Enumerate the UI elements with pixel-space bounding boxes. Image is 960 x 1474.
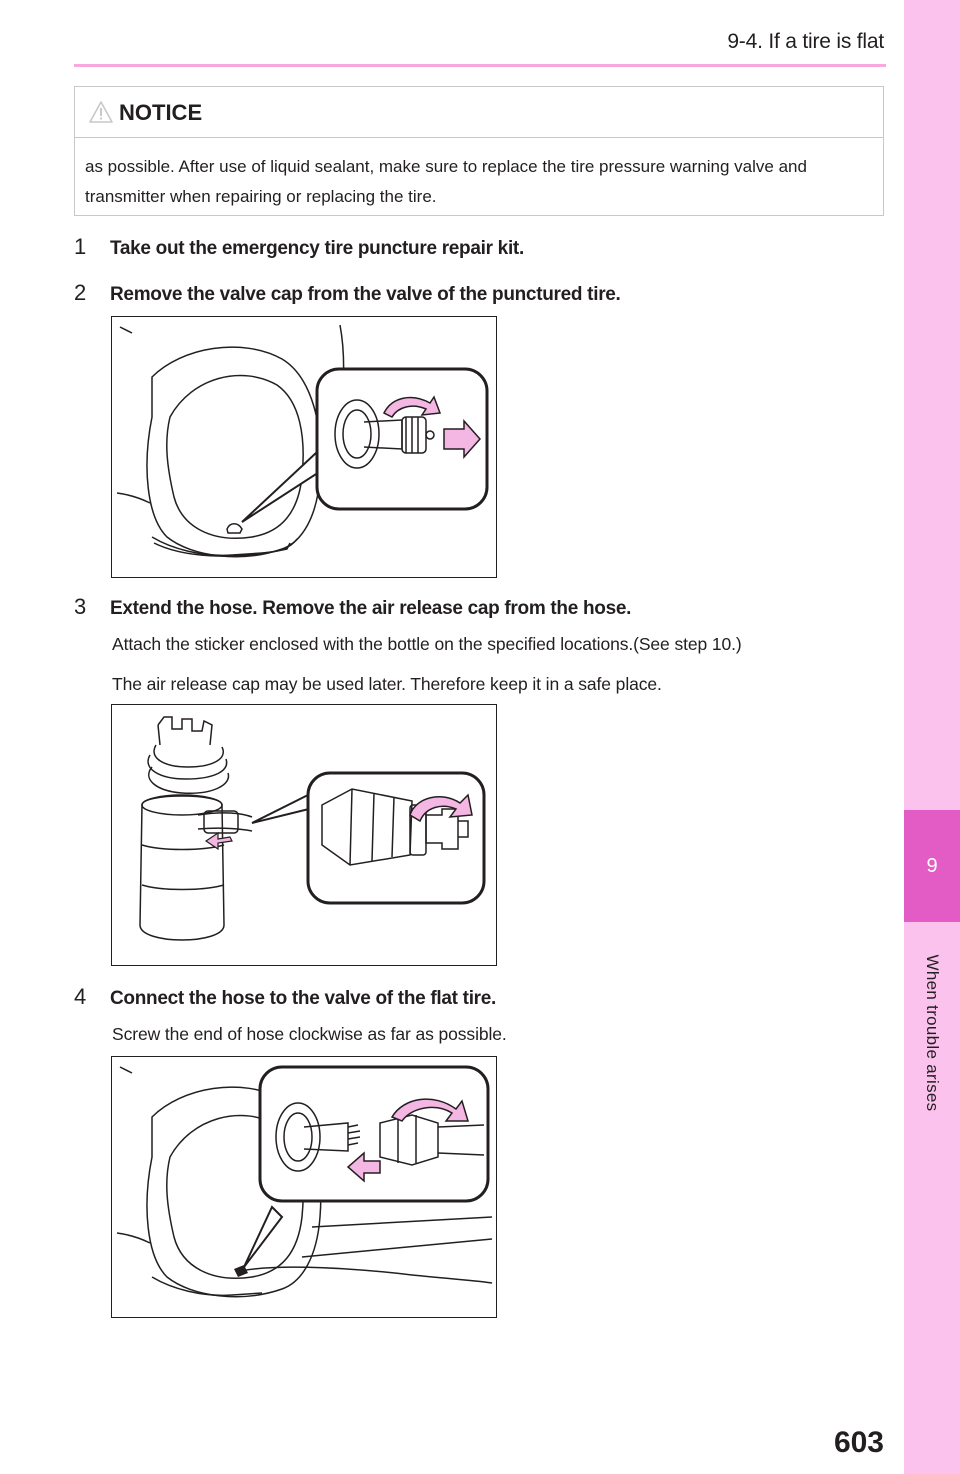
step-number: 1 bbox=[74, 234, 86, 259]
header-rule bbox=[74, 64, 886, 67]
step-number: 4 bbox=[74, 984, 86, 1009]
chapter-number: 9 bbox=[904, 810, 960, 922]
side-tab bbox=[904, 0, 960, 1474]
figure-hose-air-release-cap bbox=[111, 704, 497, 966]
step-number: 3 bbox=[74, 594, 86, 619]
step-text: Connect the hose to the valve of the flat tire. bbox=[110, 988, 497, 1009]
hose-illustration bbox=[112, 705, 496, 965]
notice-title: NOTICE bbox=[119, 100, 203, 125]
notice-box bbox=[74, 86, 884, 216]
valve-cap-illustration bbox=[112, 317, 496, 577]
step-text: Extend the hose. Remove the air release cap from the hose. bbox=[110, 598, 632, 619]
step-1 bbox=[74, 234, 524, 260]
connect-hose-illustration bbox=[112, 1057, 496, 1317]
step-text: Take out the emergency tire puncture repair kit. bbox=[110, 238, 524, 259]
step-3-note-cap: The air release cap may be used later. Therefore keep it in a safe place. bbox=[112, 674, 662, 694]
header-title: 9-4. If a tire is flat bbox=[727, 30, 884, 53]
page-number: 603 bbox=[833, 1426, 884, 1459]
step-text: Remove the valve cap from the valve of the punctured tire. bbox=[110, 284, 621, 305]
notice-header bbox=[75, 87, 883, 138]
step-4-note-screw: Screw the end of hose clockwise as far as possible. bbox=[112, 1024, 507, 1044]
step-4 bbox=[74, 984, 496, 1010]
step-3 bbox=[74, 594, 631, 620]
figure-valve-cap-removal bbox=[111, 316, 497, 578]
chapter-title: When trouble arises bbox=[923, 954, 942, 1112]
step-number: 2 bbox=[74, 280, 86, 305]
warning-icon bbox=[89, 101, 113, 123]
step-2 bbox=[74, 280, 621, 306]
figure-connect-hose-valve bbox=[111, 1056, 497, 1318]
step-3-note-sticker: Attach the sticker enclosed with the bottle on the specified locations.(See step 10.) bbox=[112, 634, 742, 654]
notice-body: as possible. After use of liquid sealant, make sure to replace the tire pressure warning valve and transmitter when repairing or replacing the tire. bbox=[85, 157, 807, 206]
